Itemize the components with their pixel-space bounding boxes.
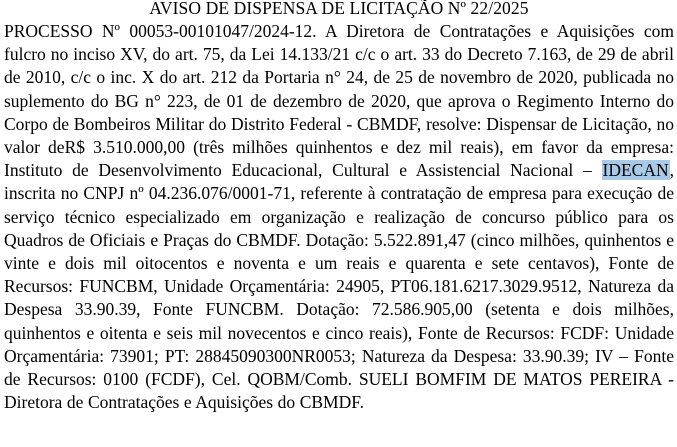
notice-title: AVISO DE DISPENSA DE LICITAÇÃO Nº 22/2025	[149, 0, 529, 18]
notice-body	[4, 20, 674, 414]
highlighted-word[interactable]: IDECAN	[602, 160, 669, 181]
body-text-after-highlight: , inscrita no CNPJ nº 04.236.076/0001-71, referente à contratação de empresa para execução de serviço técnico especializado em organização e realização de concurso público para os Quadros de Oficiais e Praças do CBMDF. Dotação: 5.522.891,47 (cinco milhões, quinhentos e vinte e dois mil oitocentos e noventa e um reais e quarenta e sete centavos), Fonte de Recursos: FUNCBM, Unidade Orçamentária: 24905, PT06.181.6217.3029.9512, Natureza da Despesa 33.90.39, Fonte FUNCBM. Dotação: 72.586.905,00 (setenta e dois milhões, quinhentos e oitenta e seis mil novecentos e cinco reais), Fonte de Recursos: FCDF: Unidade Orçamentária: 73901; PT: 28845090300NR0053; Natureza da Despesa: 33.90.39; IV – Fonte de Recursos: 0100 (FCDF), Cel. QOBM/Comb. SUELI BOMFIM DE MATOS PEREIRA - Diretora de Contratações e Aquisições do CBMDF.	[4, 160, 674, 413]
body-text-before-highlight: PROCESSO Nº 00053-00101047/2024-12. A Diretora de Contratações e Aquisições com fulcro no inciso XV, do art. 75, da Lei 14.133/21 c/c o art. 33 do Decreto 7.163, de 29 de abril de 2010, c/c o inc. X do art. 212 da Portaria n° 24, de 25 de novembro de 2020, publicada no suplemento do BG n° 223, de 01 de dezembro de 2020, que aprova o Regimento Interno do Corpo de Bombeiros Militar do Distrito Federal - CBMDF, resolve: Dispensar de Licitação, no valor deR$ 3.510.000,00 (três milhões quinhentos e dez mil reais), em favor da empresa: Instituto de Desenvolvimento Educacional, Cultural e Assistencial Nacional –	[4, 21, 674, 181]
